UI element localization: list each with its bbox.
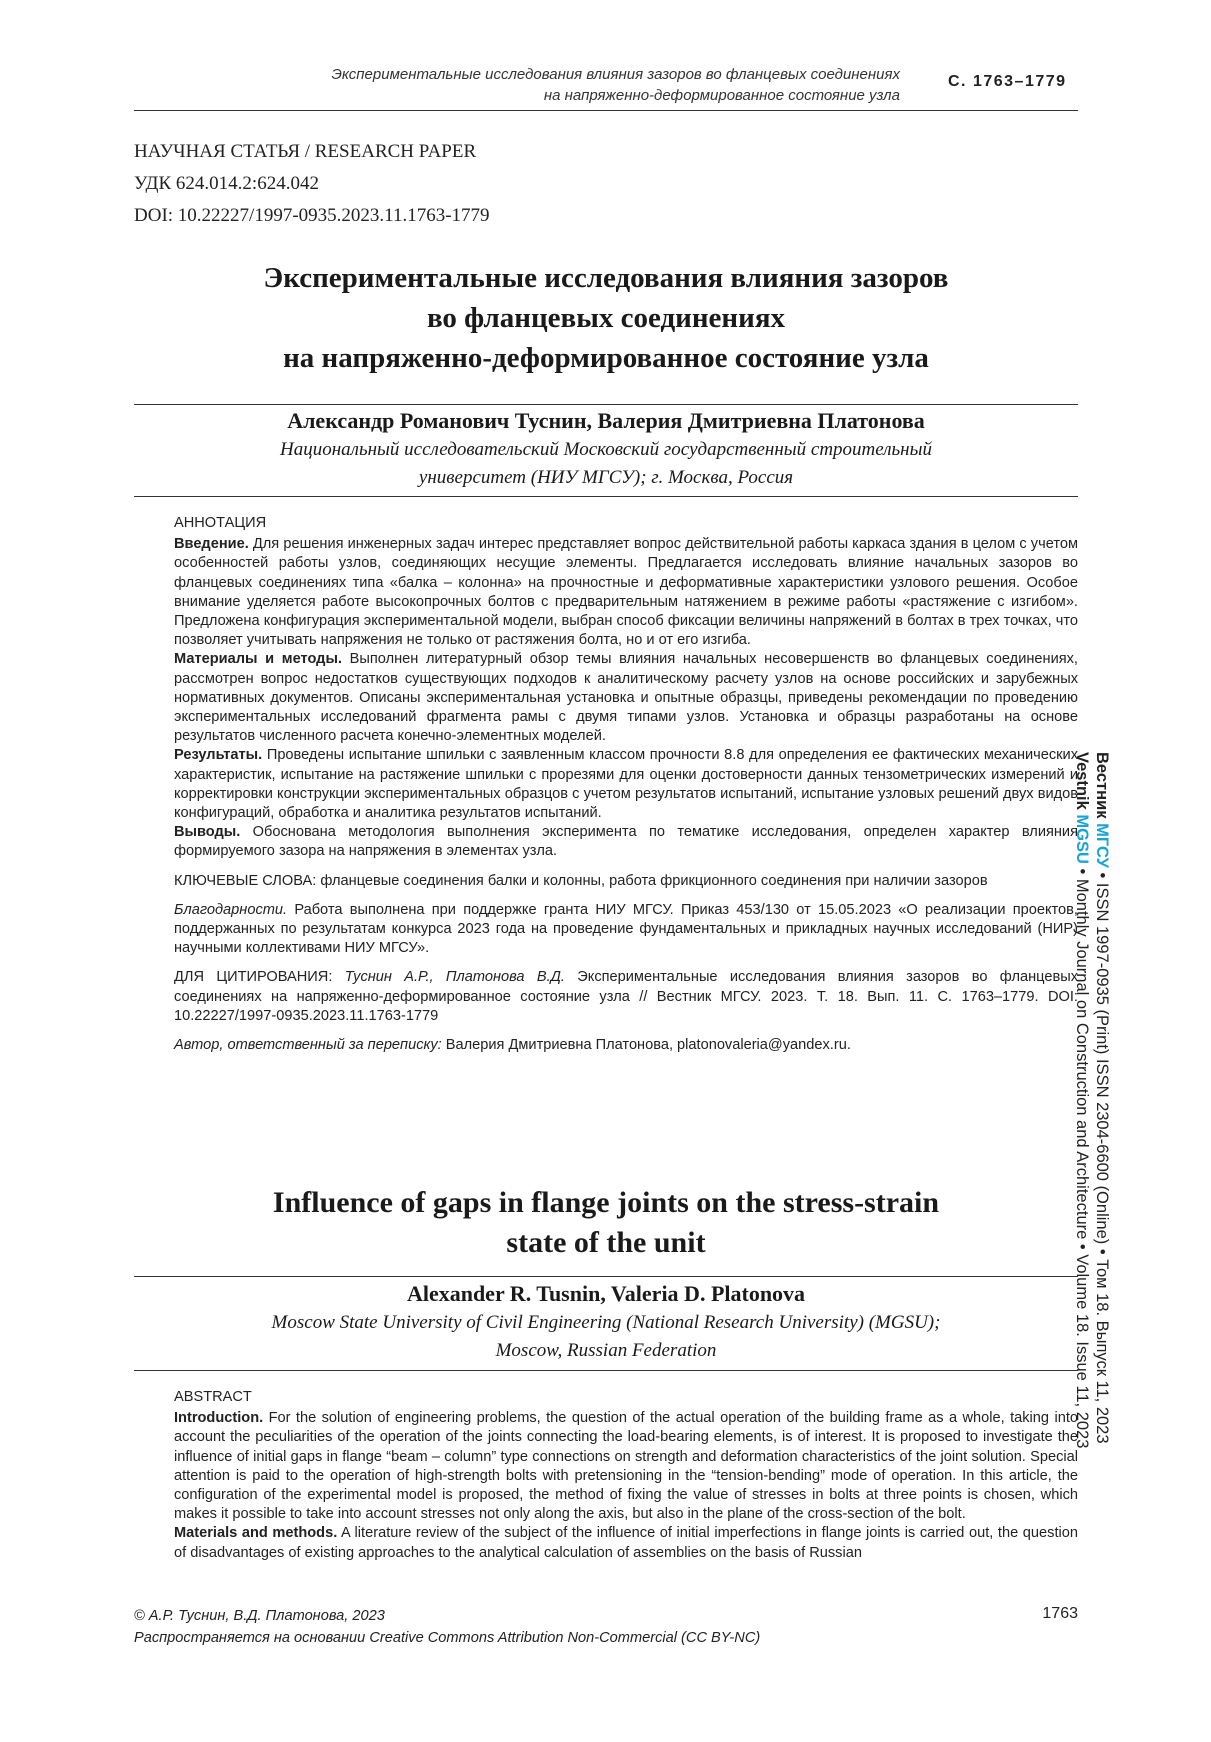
sidebar-ru-journal: Вестник	[1093, 752, 1111, 819]
copyright: © А.Р. Туснин, В.Д. Платонова, 2023	[134, 1608, 385, 1624]
license: Распространяется на основании Creative Commons Attribution Non-Commercial (CC BY-NC)	[134, 1630, 761, 1646]
page-number: 1763	[1042, 1605, 1078, 1622]
sidebar-line-en	[1072, 752, 1092, 1448]
sidebar-en-journal: Vestnik	[1073, 752, 1091, 810]
acknowledgements-ru	[174, 901, 1078, 959]
title-en-rule	[134, 1276, 1078, 1277]
annotation-ru	[174, 514, 1078, 1055]
running-title	[170, 64, 900, 106]
title-ru-line2: во фланцевых соединениях	[426, 302, 786, 334]
affiliation-ru-line2: университет (НИУ МГСУ); г. Москва, Россия	[418, 467, 794, 488]
sidebar-ru-rest: • ISSN 1997-0935 (Print) ISSN 2304-6600 (Online) • Том 18. Выпуск 11, 2023	[1093, 872, 1111, 1444]
corr-ru-text: Валерия Дмитриевна Платонова, platonovaleria@yandex.ru.	[445, 1037, 851, 1054]
udk: УДК 624.014.2:624.042	[134, 173, 319, 194]
conclusions-ru-text: Обоснована методология выполнения эксперимента по тематике исследования, определен характер влияния формируемого зазора на напряжения в элементах узла.	[174, 824, 1078, 860]
conclusions-ru	[174, 823, 1078, 861]
affiliation-en-line2: Moscow, Russian Federation	[495, 1340, 717, 1361]
results-ru-text: Проведены испытание шпильки с заявленным классом прочности 8.8 для определения ее фактических механических характеристик, испытание на растяжение шпильки с прорезями для оценки достоверности данных тензометрических измерений и корректировки конструкции экспериментальных образцов с учетом результатов испытаний, испытание узловых решений двух видов конфигураций, обработка и аналитика результатов испытаний.	[174, 747, 1079, 822]
affiliation-en	[134, 1309, 1078, 1365]
results-ru	[174, 746, 1078, 823]
cite-ru-text: Экспериментальные исследования влияния зазоров во фланцевых соединениях на напряженно-деформированное состояние узла // Вестник МГСУ. 2023. Т. 18. Вып. 11. С. 1763–1779. DOI: 10.22227/1997-0935.2023.11.1763-1779	[174, 969, 1078, 1024]
methods-en-text: A literature review of the subject of the influence of initial imperfections in flange joints is carried out, the question of disadvantages of existing approaches to the analytical calculation of assemblies on the basis of Russian	[174, 1525, 1078, 1561]
cite-ru-label: ДЛЯ ЦИТИРОВАНИЯ:	[174, 969, 333, 986]
citation-ru	[174, 968, 1078, 1026]
intro-ru-text: Для решения инженерных задач интерес представляет вопрос действительной работы каркаса здания в целом с учетом особенностей работы узлов, соединяющих несущие элементы. Предлагается исследовать влияние начальных зазоров во фланцевых соединениях типа «балка – колонна» на прочностные и деформативные характеристики узлового решения. Особое внимание уделяется работе высокопрочных болтов с предварительным натяжением в режиме работы «растяжение с изгибом». Предложена конфигурация экспериментальной модели, выбран способ фиксации величины напряжений в болтах в трех точках, что позволяет учитывать напряжения не только от растяжения болта, но и от его изгиба.	[174, 536, 1078, 649]
running-title-line2: на напряженно-деформированное состояние узла	[543, 87, 900, 104]
intro-en-text: For the solution of engineering problems, the question of the actual operation of the building frame as a whole, taking into account the peculiarities of the operation of the joints connecting the load-bearing elements, is of interest. It is proposed to investigate the influence of initial gaps in flange “beam – column” type connections on strength and deformation characteristics of the joint solution. Special attention is paid to the operation of high-strength bolts with pretensioning in the “tension-bending” mode of operation. In this article, the configuration of the experimental model is proposed, the method of fixing the value of stresses in bolts at three points is chosen, which makes it possible to take into account stresses not only along the axis, but also in the plane of the cross-section of the bolt.	[174, 1410, 1078, 1523]
title-ru	[134, 258, 1078, 378]
title-en	[134, 1183, 1078, 1263]
page-range: С. 1763–1779	[948, 73, 1067, 90]
methods-ru-text: Выполнен литературный обзор темы влияния начальных несовершенств во фланцевых соединениях, рассмотрен вопрос недостатков существующих подходов к аналитическому расчету узлов на основе российских и зарубежных нормативных документов. Описаны экспериментальная установка и опытные образцы, приведены рекомендации по проведению экспериментальных исследований фрагмента рамы с двумя типами узлов. Установка и образцы разработаны на основе результатов численного расчета конечно-элементных моделей.	[174, 651, 1078, 745]
abstract-en	[174, 1388, 1078, 1563]
intro-en	[174, 1409, 1078, 1524]
intro-en-label: Introduction.	[174, 1410, 264, 1427]
sidebar-en-rest: • Monthly Journal on Construction and Architecture • Volume 18. Issue 11, 2023	[1073, 868, 1091, 1449]
correspondence-ru	[174, 1036, 1078, 1055]
journal-sidebar	[1072, 752, 1112, 1448]
title-en-line1: Influence of gaps in flange joints on the stress-strain	[272, 1186, 940, 1219]
methods-ru	[174, 650, 1078, 746]
conclusions-ru-label: Выводы.	[174, 824, 241, 841]
cite-ru-authors: Туснин А.Р., Платонова В.Д.	[344, 969, 565, 986]
keywords-ru-text: фланцевые соединения балки и колонны, работа фрикционного соединения при наличии зазоров	[320, 872, 988, 889]
methods-en-label: Materials and methods.	[174, 1525, 338, 1542]
authors-ru: Александр Романович Туснин, Валерия Дмитриевна Платонова	[287, 408, 925, 433]
intro-ru-label: Введение.	[174, 536, 249, 553]
title-ru-line1: Экспериментальные исследования влияния зазоров	[263, 262, 949, 294]
affiliation-ru-line1: Национальный исследовательский Московский государственный строительный	[280, 439, 932, 460]
affiliation-ru	[134, 436, 1078, 492]
keywords-ru	[174, 872, 1078, 891]
sidebar-line-ru	[1092, 752, 1112, 1448]
methods-ru-label: Материалы и методы.	[174, 651, 342, 668]
title-ru-rule	[134, 404, 1078, 405]
sidebar-en-accent: MGSU	[1073, 814, 1091, 864]
abstract-heading: ABSTRACT	[174, 1389, 252, 1405]
footer-credits	[134, 1605, 760, 1649]
article-type: НАУЧНАЯ СТАТЬЯ / RESEARCH PAPER	[134, 141, 477, 162]
annotation-heading: АННОТАЦИЯ	[174, 515, 267, 531]
header-rule	[134, 110, 1078, 111]
authors-en: Alexander R. Tusnin, Valeria D. Platonova	[406, 1281, 806, 1306]
methods-en	[174, 1524, 1078, 1562]
keywords-ru-label: КЛЮЧЕВЫЕ СЛОВА:	[174, 872, 317, 889]
title-en-line2: state of the unit	[506, 1226, 706, 1259]
title-ru-line3: на напряженно-деформированное состояние узла	[283, 342, 929, 374]
ack-ru-text: Работа выполнена при поддержке гранта НИУ МГСУ. Приказ 453/130 от 15.05.2023 «О реализации проектов, поддержанных по результатам конкурса 2023 года на проведение фундаментальных и прикладных научных исследований (НИР) научными коллективами НИУ МГСУ».	[174, 901, 1078, 957]
running-title-line1: Экспериментальные исследования влияния зазоров во фланцевых соединениях	[331, 66, 900, 83]
doi: DOI: 10.22227/1997-0935.2023.11.1763-1779	[134, 205, 490, 226]
affil-ru-rule	[134, 496, 1078, 497]
corr-ru-label: Автор, ответственный за переписку:	[174, 1037, 442, 1054]
ack-ru-label: Благодарности.	[174, 901, 288, 918]
affil-en-rule	[134, 1370, 1078, 1371]
affiliation-en-line1: Moscow State University of Civil Engineering (National Research University) (MGSU);	[271, 1312, 941, 1333]
sidebar-ru-accent: МГСУ	[1093, 823, 1111, 868]
article-meta	[134, 136, 490, 232]
results-ru-label: Результаты.	[174, 747, 263, 764]
intro-ru	[174, 535, 1078, 650]
